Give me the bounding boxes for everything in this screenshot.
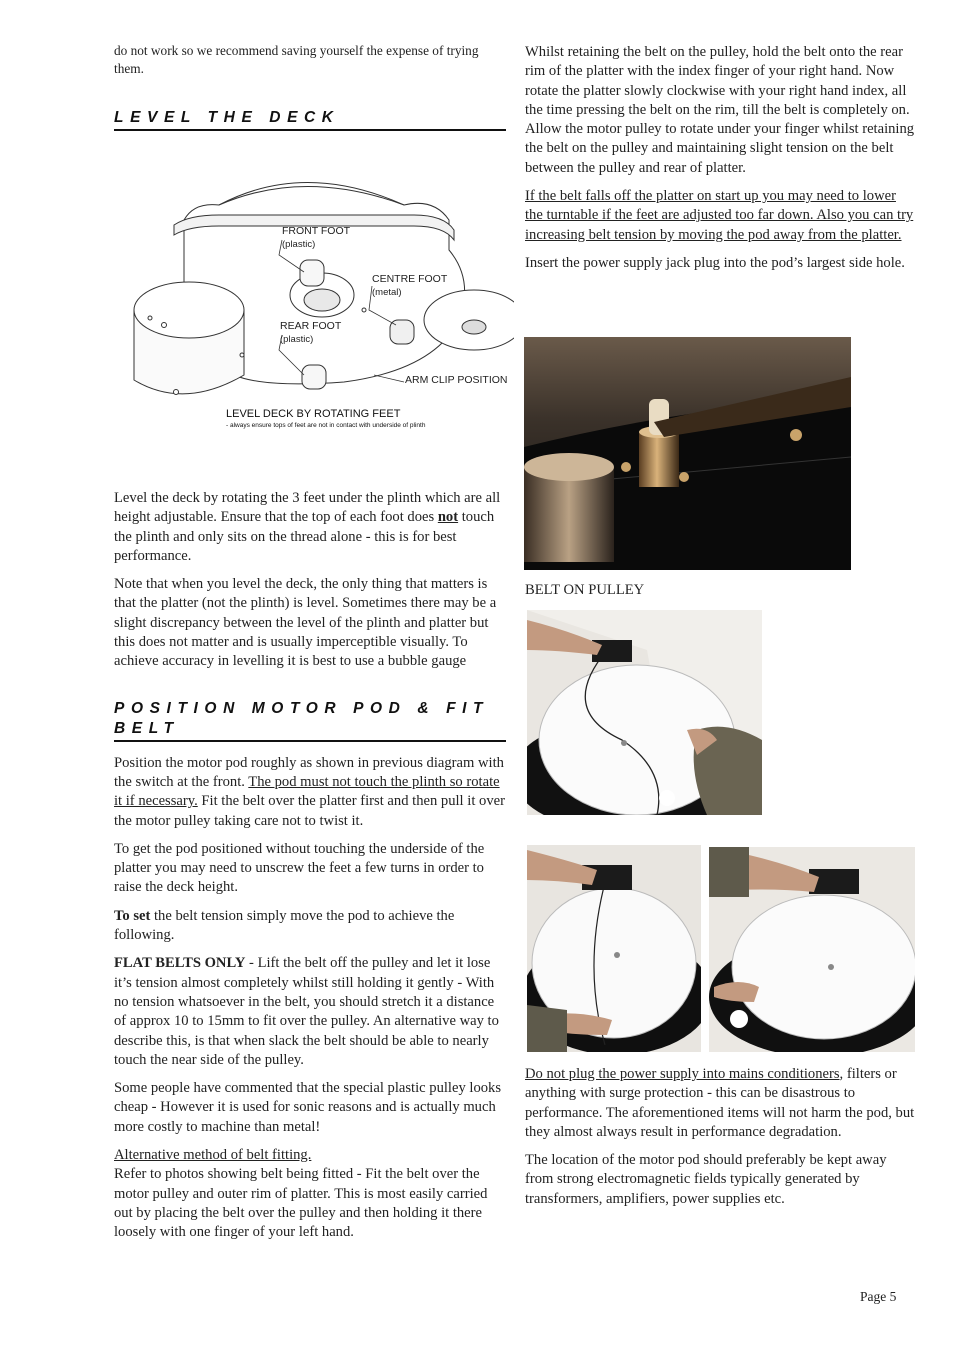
pod-p1-text-b: Fit the belt over the platter first and then pull it over the motor pulley taking care not to twist it. xyxy=(114,793,505,829)
turntable-diagram-svg xyxy=(114,160,514,440)
right-paragraph-3: Insert the power supply jack plug into the pod’s largest side hole. xyxy=(525,254,905,271)
belt-fitting-photo-1 xyxy=(527,610,762,815)
belt-fitting-photo-3 xyxy=(709,847,915,1052)
alternative-method xyxy=(114,1146,506,1165)
front-foot-sublabel: (plastic) xyxy=(282,239,316,250)
right-paragraph-2: If the belt falls off the platter on start up you may need to lower the turntable if the feet are adjusted too far down. Also you can try increasing belt tension by moving the pod away from the platter. xyxy=(525,188,914,243)
left-body xyxy=(114,489,506,1252)
pod-paragraph-2: To get the pod positioned without touching the underside of the platter you may need to unscrew the feet a few turns in order to raise the deck height. xyxy=(114,840,485,896)
position-motor-pod-heading: POSITION MOTOR POD & FIT BELT xyxy=(114,699,506,742)
belt-on-pulley-caption: BELT ON PULLEY xyxy=(525,582,645,598)
right-top xyxy=(525,43,917,282)
belt-fitting-photo-2 xyxy=(527,845,701,1052)
pulley-photo-svg xyxy=(524,337,851,570)
to-set-bold: To set xyxy=(114,907,151,924)
front-foot-label: FRONT FOOT xyxy=(282,225,351,237)
level-paragraph-2: Note that when you level the deck, the only thing that matters is that the platter (not the plinth) is level. Sometimes there may be a slight discrepancy between the level of the plinth and platter but this does not matter and is usually imperceptible visually. To achieve accuracy in levelling it is best to use a bubble gauge xyxy=(114,576,497,670)
intro-text: do not work so we recommend saving yourself the expense of trying them. xyxy=(114,43,479,76)
belt-on-pulley-photo xyxy=(524,337,851,570)
left-intro xyxy=(114,42,506,87)
right-paragraph-5: The location of the motor pod should preferably be kept away from strong electromagnetic fields typically generated by transformers, amplifiers, power supplies etc. xyxy=(525,1152,887,1207)
fitting-photo-3-svg xyxy=(709,847,915,1052)
page-number: Page 5 xyxy=(860,1289,897,1304)
mains-conditioners-warning: Do not plug the power supply into mains conditioners xyxy=(525,1066,840,1082)
alt-method-heading: Alternative method of belt fitting. xyxy=(114,1147,312,1164)
pod-p1-underlined: The pod must not touch the plinth so rotate it if necessary. xyxy=(114,773,500,810)
diagram-caption-sub: - always ensure tops of feet are not in contact with underside of plinth xyxy=(226,422,426,429)
right-p4-text: , filters or anything with surge protection - this can be disastrous to performance. The aforementioned items will not harm the pod, but they almost always result in performance degradation. xyxy=(525,1066,915,1140)
pod-paragraph-3 xyxy=(114,907,506,946)
centre-foot-label: CENTRE FOOT xyxy=(372,273,448,285)
arm-clip-label: ARM CLIP POSITION xyxy=(405,374,508,386)
level-p1-text-b: touch the plinth and only sits on the thread alone - this is for best performance. xyxy=(114,509,495,564)
alt-method-paragraph: Refer to photos showing belt being fitted - Fit the belt over the motor pulley and outer rim of platter. This is most easily carried out by placing the belt over the pulley and then holding it there loosely with one finger of your left hand. xyxy=(114,1166,488,1241)
level-p1-not: not xyxy=(437,509,459,526)
level-deck-diagram xyxy=(114,160,514,440)
right-paragraph-1: Whilst retaining the belt on the pulley, hold the belt onto the rear rim of the platter with the index finger of your right hand. Now rotate the platter slowly clockwise with your right hand index, all the time pressing the belt on the rim, till the belt is completely on. Allow the motor pulley to rotate under your finger whilst retaining the belt on the pulley and maintaining slight tension on the belt between the pulley and rear of platter. xyxy=(525,44,915,176)
pod-p4-text: - Lift the belt off the pulley and let it lose it’s tension almost completely whilst still holding it gently - With no tension whatsoever in the belt, you should stretch it a distance of approx 10 to 15mm to fit over the pulley. An alternative way to describe this, is that when slack the belt should be able to nearly touch the near side of the pulley. xyxy=(114,955,499,1068)
fitting-photo-1-svg xyxy=(527,610,762,815)
right-paragraph-4 xyxy=(525,1065,917,1142)
rear-foot-label: REAR FOOT xyxy=(280,320,342,332)
pod-paragraph-1 xyxy=(114,754,506,831)
rear-foot-sublabel: (plastic) xyxy=(280,334,314,345)
pod-paragraph-4 xyxy=(114,954,506,1070)
right-bottom xyxy=(525,1065,917,1218)
diagram-caption: LEVEL DECK BY ROTATING FEET xyxy=(226,408,401,420)
fitting-photo-2-svg xyxy=(527,845,701,1052)
centre-foot-sublabel: (metal) xyxy=(372,287,402,298)
level-p1-text-a: Level the deck by rotating the 3 feet under the plinth which are all height adjustable. Ensure that the top of each foot does xyxy=(114,490,501,526)
pod-p3-text: the belt tension simply move the pod to achieve the following. xyxy=(114,907,455,944)
flat-belts-bold: FLAT BELTS ONLY xyxy=(114,955,246,972)
level-deck-heading: LEVEL THE DECK xyxy=(114,108,506,131)
level-paragraph-1 xyxy=(114,489,506,566)
pod-p1-text-a: Position the motor pod roughly as shown in previous diagram with the switch at the front. xyxy=(114,754,504,790)
pod-paragraph-5: Some people have commented that the special plastic pulley looks cheap - However it is used for sonic reasons and is actually much more costly to machine than metal! xyxy=(114,1080,502,1135)
level-heading-block xyxy=(114,108,506,131)
